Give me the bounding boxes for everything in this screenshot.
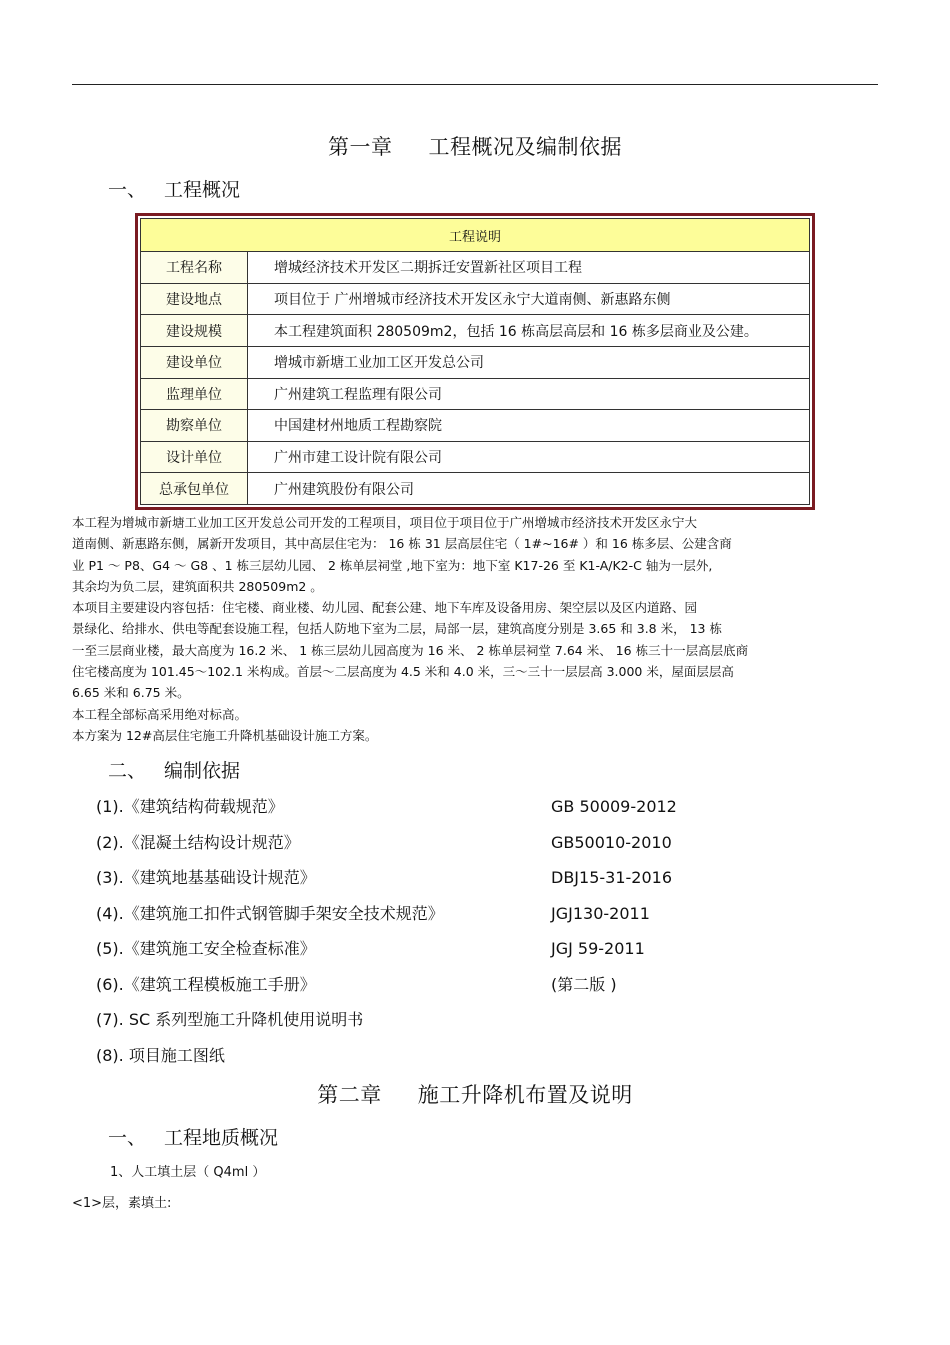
list-item <box>96 793 796 829</box>
row-key: 监理单位 <box>141 378 248 410</box>
list-item <box>96 1006 796 1042</box>
paragraph-line: 6.65 米和 6.75 米。 <box>72 685 190 701</box>
reference-title: (8). 项目施工图纸 <box>96 1045 225 1065</box>
paragraph-line: 住宅楼高度为 101.45～102.1 米构成。首层～二层高度为 4.5 米和 4.0 米，三～三十一层层高 3.000 米，屋面层层高 <box>72 664 734 680</box>
reference-title: (3).《建筑地基基础设计规范》 <box>96 868 316 887</box>
section-3-heading <box>108 1123 278 1150</box>
paragraph-line: 一至三层商业楼，最大高度为 16.2 米、 1 栋三层幼儿园高度为 16 米、 2 栋单层祠堂 7.64 米、 16 栋三十一层高层底商 <box>72 642 749 658</box>
reference-title: (1).《建筑结构荷载规范》 <box>96 797 284 816</box>
paragraph-line: 道南侧、新惠路东侧，属新开发项目，其中高层住宅为： 16 栋 31 层高层住宅（ 1#~16# ）和 16 栋多层、公建含商 <box>72 536 732 552</box>
reference-list <box>96 793 796 1077</box>
geology-item-1: 1、人工填土层（ Q4ml ） <box>110 1165 266 1180</box>
section-3-number: 一、 <box>108 1127 147 1149</box>
section-2-heading <box>108 756 240 783</box>
row-value: 增城市新塘工业加工区开发总公司 <box>248 346 810 378</box>
table-row <box>141 410 810 442</box>
chapter-2-title: 施工升降机布置及说明 <box>417 1083 633 1107</box>
list-item <box>96 935 796 971</box>
reference-title: (2).《混凝土结构设计规范》 <box>96 832 300 852</box>
chapter-1-title: 工程概况及编制依据 <box>428 135 622 159</box>
row-key: 总承包单位 <box>141 473 248 505</box>
paragraph-line: 景绿化、给排水、供电等配套设施工程，包括人防地下室为二层，局部一层，建筑高度分别是 3.65 和 3.8 米， 13 栋 <box>72 621 722 637</box>
section-1-number: 一、 <box>108 179 147 201</box>
chapter-2-heading <box>0 1079 950 1109</box>
project-info-table <box>135 213 815 510</box>
reference-code: GB50010-2010 <box>551 832 672 852</box>
table-header: 工程说明 <box>141 219 810 252</box>
list-item <box>96 864 796 900</box>
reference-code: JGJ 59-2011 <box>551 939 645 958</box>
chapter-2-number: 第二章 <box>317 1083 382 1107</box>
table-row <box>141 346 810 378</box>
chapter-1-heading <box>0 131 950 161</box>
list-item <box>96 829 796 865</box>
paragraph-line: 业 P1 ～ P8、G4 ～ G8 、1 栋三层幼儿园、 2 栋单层祠堂 ,地下室为：地下室 K17-26 至 K1-A/K2-C 轴为一层外, <box>72 557 713 573</box>
table-row <box>141 378 810 410</box>
row-value: 中国建材州地质工程勘察院 <box>248 410 810 442</box>
reference-code: (第二版 ) <box>551 974 617 994</box>
project-description-paragraph <box>72 512 882 746</box>
geology-item-1-detail: <1>层，素填土: <box>72 1196 172 1211</box>
section-1-title: 工程概况 <box>164 179 241 201</box>
row-key: 工程名称 <box>141 252 248 284</box>
chapter-1-number: 第一章 <box>328 135 393 159</box>
table-row <box>141 283 810 315</box>
paragraph-line: 本方案为 12#高层住宅施工升降机基础设计施工方案。 <box>72 727 378 743</box>
paragraph-line: 本项目主要建设内容包括：住宅楼、商业楼、幼儿园、配套公建、地下车库及设备用房、架空层以及区内道路、园 <box>72 600 698 616</box>
reference-title: (5).《建筑施工安全检查标准》 <box>96 939 316 958</box>
paragraph-line: 本工程全部标高采用绝对标高。 <box>72 706 248 722</box>
reference-title: (7). SC 系列型施工升降机使用说明书 <box>96 1010 364 1029</box>
reference-title: (6).《建筑工程模板施工手册》 <box>96 974 316 994</box>
row-value: 广州建筑股份有限公司 <box>248 473 810 505</box>
row-key: 建设地点 <box>141 283 248 315</box>
list-item <box>96 971 796 1007</box>
row-value: 项目位于 广州增城市经济技术开发区永宁大道南侧、新惠路东侧 <box>248 283 810 315</box>
row-key: 建设规模 <box>141 315 248 347</box>
header-rule <box>72 84 878 85</box>
reference-code: DBJ15-31-2016 <box>551 868 672 887</box>
row-value: 广州市建工设计院有限公司 <box>248 441 810 473</box>
table-row <box>141 315 810 347</box>
reference-code: JGJ130-2011 <box>551 903 650 923</box>
paragraph-line: 本工程为增城市新塘工业加工区开发总公司开发的工程项目，项目位于项目位于广州增城市经济技术开发区永宁大 <box>72 515 698 530</box>
list-item <box>96 1042 796 1078</box>
reference-code: GB 50009-2012 <box>551 797 677 816</box>
paragraph-line: 其余均为负二层，建筑面积共 280509m2 。 <box>72 578 323 594</box>
table-row <box>141 252 810 284</box>
reference-title: (4).《建筑施工扣件式钢管脚手架安全技术规范》 <box>96 903 444 923</box>
row-value: 广州建筑工程监理有限公司 <box>248 378 810 410</box>
table-row <box>141 473 810 505</box>
row-value: 本工程建筑面积 280509m2，包括 16 栋高层高层和 16 栋多层商业及公建。 <box>248 315 810 347</box>
row-key: 建设单位 <box>141 346 248 378</box>
section-1-heading <box>108 175 240 202</box>
row-value: 增城经济技术开发区二期拆迁安置新社区项目工程 <box>248 252 810 284</box>
section-2-number: 二、 <box>108 760 147 782</box>
row-key: 设计单位 <box>141 441 248 473</box>
list-item <box>96 900 796 936</box>
section-3-title: 工程地质概况 <box>164 1127 279 1149</box>
section-2-title: 编制依据 <box>164 760 241 782</box>
row-key: 勘察单位 <box>141 410 248 442</box>
table-row <box>141 441 810 473</box>
